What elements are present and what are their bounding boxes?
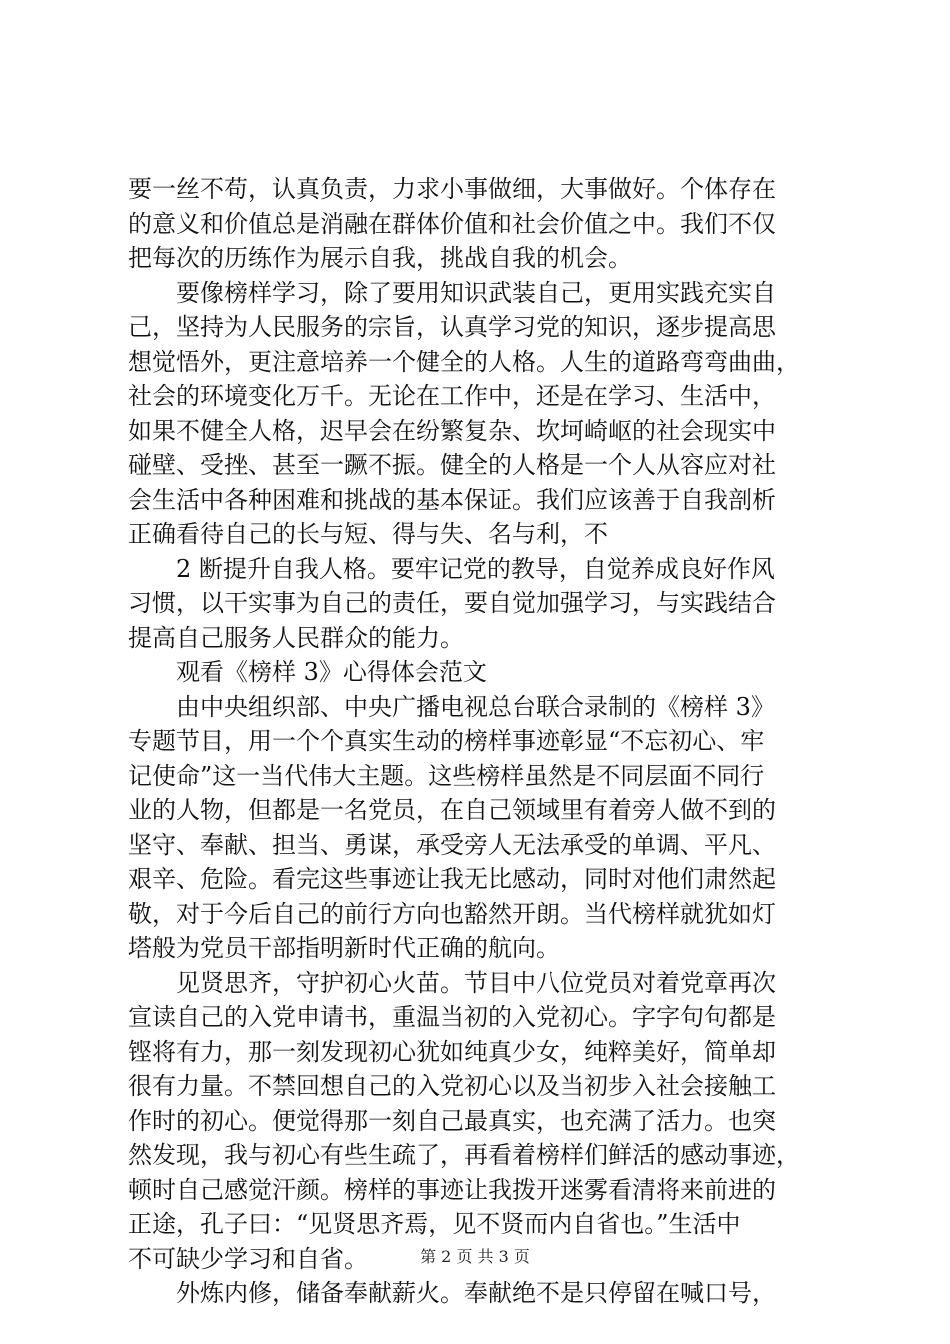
text-line: 观看《榜样 3》心得体会范文 xyxy=(128,658,487,686)
text-line: 业的人物，但都是一名党员，在自己领域里有着旁人做不到的 xyxy=(128,796,776,824)
text-line: 想觉悟外，更注意培养一个健全的人格。人生的道路弯弯曲曲， xyxy=(128,347,800,376)
text-line: 要一丝不苟，认真负责，力求小事做细，大事做好。个体存在 xyxy=(128,175,776,203)
paragraph xyxy=(128,690,848,966)
text-line: 很有力量。不禁回想自己的入党初心以及当初步入社会接触工 xyxy=(128,1072,776,1100)
text-line: 如果不健全人格，迟早会在纷繁复杂、坎坷崎岖的社会现实中 xyxy=(128,416,776,445)
text-line: 会生活中各种困难和挑战的基本保证。我们应该善于自我剖析 xyxy=(128,485,776,514)
paragraph xyxy=(128,276,848,552)
document-body xyxy=(128,172,848,1311)
text-line: 己，坚持为人民服务的宗旨，认真学习党的知识，逐步提高思 xyxy=(128,313,776,341)
text-line: 然发现，我与初心有些生疏了，再看着榜样们鲜活的感动事迹， xyxy=(128,1141,800,1169)
paragraph xyxy=(128,655,848,690)
text-line: 记使命”这一当代伟大主题。这些榜样虽然是不同层面不同行 xyxy=(128,761,765,790)
text-line: 由中央组织部、中央广播电视总台联合录制的《榜样 3》 xyxy=(128,692,775,721)
text-line: 习惯，以干实事为自己的责任，要自觉加强学习，与实践结合 xyxy=(128,589,776,617)
text-line: 碰壁、受挫、甚至一蹶不振。健全的人格是一个人从容应对社 xyxy=(128,451,776,479)
text-line: 把每次的历练作为展示自我，挑战自我的机会。 xyxy=(128,244,632,272)
text-line: 正确看待自己的长与短、得与失、名与利，不 xyxy=(128,520,608,548)
text-line: 提高自己服务人民群众的能力。 xyxy=(128,623,464,652)
text-line: 的意义和价值总是消融在群体价值和社会价值之中。我们不仅 xyxy=(128,209,776,238)
text-line: 宣读自己的入党申请书，重温当初的入党初心。字字句句都是 xyxy=(128,1003,776,1031)
paragraph xyxy=(128,172,848,276)
text-line: 塔般为党员干部指明新时代正确的航向。 xyxy=(128,934,560,962)
text-line: 坚守、奉献、担当、勇谋，承受旁人无法承受的单调、平凡、 xyxy=(128,830,776,859)
text-line: 不可缺少学习和自省。 xyxy=(128,1244,368,1273)
text-line: 2 断提升自我人格。要牢记党的教导，自觉养成良好作风 xyxy=(128,554,775,583)
text-line: 铿将有力，那一刻发现初心犹如纯真少女，纯粹美好，简单却 xyxy=(128,1037,776,1066)
text-line: 敬，对于今后自己的前行方向也豁然开朗。当代榜样就犹如灯 xyxy=(128,899,776,928)
paragraph xyxy=(128,966,848,1277)
text-line: 艰辛、危险。看完这些事迹让我无比感动，同时对他们肃然起 xyxy=(128,865,776,893)
text-line: 要像榜样学习，除了要用知识武装自己，更用实践充实自 xyxy=(128,278,776,307)
page-footer: 第 2 页 共 3 页 xyxy=(420,1247,530,1266)
text-line: 顿时自己感觉汗颜。榜样的事迹让我拨开迷雾看清将来前进的 xyxy=(128,1175,776,1204)
text-line: 社会的环境变化万千。无论在工作中，还是在学习、生活中， xyxy=(128,382,776,410)
text-line: 作时的初心。便觉得那一刻自己最真实，也充满了活力。也突 xyxy=(128,1106,776,1135)
paragraph xyxy=(128,1276,848,1311)
text-line: 正途，孔子曰：“见贤思齐焉，见不贤而内自省也。”生活中 xyxy=(128,1210,741,1238)
text-line: 见贤思齐，守护初心火苗。节目中八位党员对着党章再次 xyxy=(128,968,776,997)
text-line: 专题节目，用一个个真实生动的榜样事迹彰显“不忘初心、牢 xyxy=(128,727,765,755)
text-line: 外炼内修，储备奉献薪火。奉献绝不是只停留在喊口号， xyxy=(128,1279,776,1307)
paragraph xyxy=(128,552,848,656)
